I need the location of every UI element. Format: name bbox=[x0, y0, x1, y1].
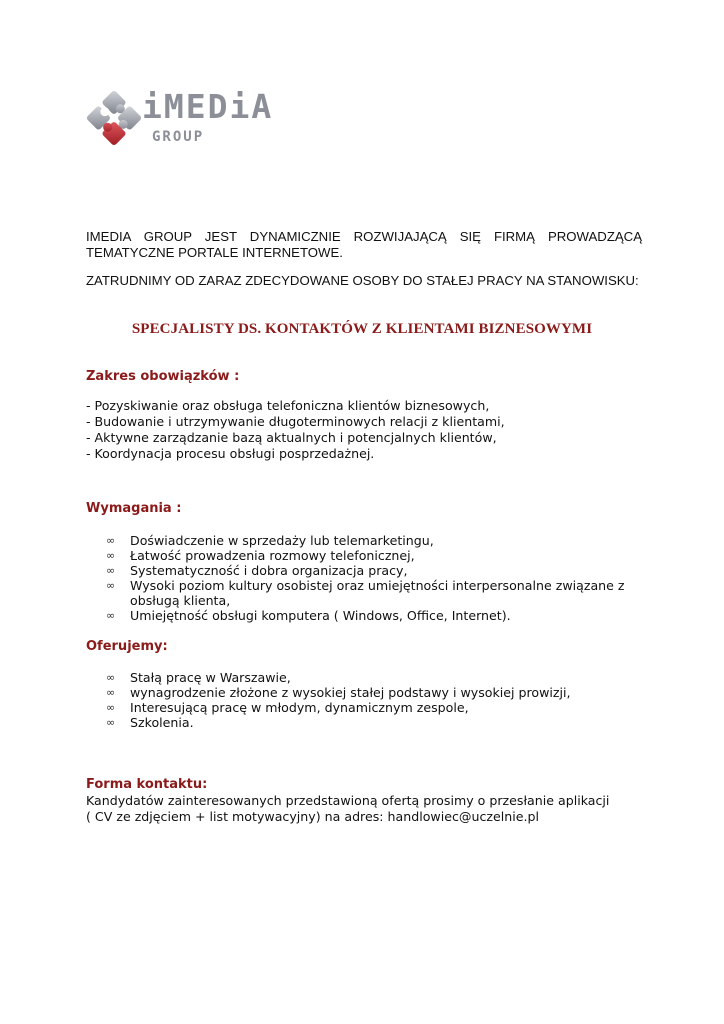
logo-subtitle: GROUP bbox=[152, 129, 205, 145]
list-item: - Koordynacja procesu obsługi posprzedażnej. bbox=[86, 446, 375, 461]
list-item: ∞ Stałą pracę w Warszawie, bbox=[106, 670, 291, 685]
list-item: ∞ Interesującą pracę w młodym, dynamicznym zespole, bbox=[106, 700, 469, 715]
list-item: ∞ Doświadczenie w sprzedaży lub telemarketingu, bbox=[106, 533, 434, 548]
list-item: - Budowanie i utrzymywanie długoterminowych relacji z klientami, bbox=[86, 414, 505, 429]
infinity-bullet-icon: ∞ bbox=[106, 716, 116, 729]
company-intro: IMEDIA GROUP JEST DYNAMICZNIE ROZWIJAJĄCĄ SIĘ FIRMĄ PROWADZĄCĄ TEMATYCZNE PORTALE INTERNETOWE. bbox=[86, 229, 642, 260]
contact-line-1: Kandydatów zainteresowanych przedstawioną ofertą prosimy o przesłanie aplikacji bbox=[86, 793, 610, 808]
list-item: - Pozyskiwanie oraz obsługa telefoniczna klientów biznesowych, bbox=[86, 398, 490, 413]
list-item: ∞ Systematyczność i dobra organizacja pracy, bbox=[106, 563, 408, 578]
duties-list bbox=[86, 398, 505, 462]
puzzle-logo-icon bbox=[84, 84, 144, 154]
contact-heading: Forma kontaktu: bbox=[86, 777, 208, 792]
imedia-group-logo bbox=[84, 84, 274, 154]
contact-text bbox=[86, 793, 646, 825]
infinity-bullet-icon: ∞ bbox=[106, 534, 116, 547]
infinity-bullet-icon: ∞ bbox=[106, 671, 116, 684]
offer-heading: Oferujemy: bbox=[86, 639, 168, 654]
list-item: ∞ wynagrodzenie złożone z wysokiej stałej podstawy i wysokiej prowizji, bbox=[106, 685, 571, 700]
list-item: ∞ Szkolenia. bbox=[106, 715, 194, 730]
contact-line-2: ( CV ze zdjęciem + list motywacyjny) na adres: handlowiec@uczelnie.pl bbox=[86, 809, 539, 824]
position-title: SPECJALISTY DS. KONTAKTÓW Z KLIENTAMI BIZNESOWYMI bbox=[131, 321, 593, 337]
infinity-bullet-icon: ∞ bbox=[106, 549, 116, 562]
infinity-bullet-icon: ∞ bbox=[106, 686, 116, 699]
infinity-bullet-icon: ∞ bbox=[106, 579, 116, 592]
logo-wordmark: iMEDiA bbox=[142, 87, 274, 126]
list-item: ∞ Wysoki poziom kultury osobistej oraz umiejętności interpersonalne związane z obsługą klienta, bbox=[106, 578, 625, 608]
list-item: - Aktywne zarządzanie bazą aktualnych i potencjalnych klientów, bbox=[86, 430, 497, 445]
duties-heading: Zakres obowiązków : bbox=[86, 369, 240, 384]
infinity-bullet-icon: ∞ bbox=[106, 609, 116, 622]
infinity-bullet-icon: ∞ bbox=[106, 701, 116, 714]
list-item: ∞ Umiejętność obsługi komputera ( Windows, Office, Internet). bbox=[106, 608, 511, 623]
requirements-list bbox=[106, 533, 646, 623]
hiring-statement: ZATRUDNIMY OD ZARAZ ZDECYDOWANE OSOBY DO STAŁEJ PRACY NA STANOWISKU: bbox=[86, 273, 639, 288]
requirements-heading: Wymagania : bbox=[86, 501, 182, 516]
infinity-bullet-icon: ∞ bbox=[106, 564, 116, 577]
list-item: ∞ Łatwość prowadzenia rozmowy telefonicznej, bbox=[106, 548, 415, 563]
offer-list bbox=[106, 670, 646, 730]
